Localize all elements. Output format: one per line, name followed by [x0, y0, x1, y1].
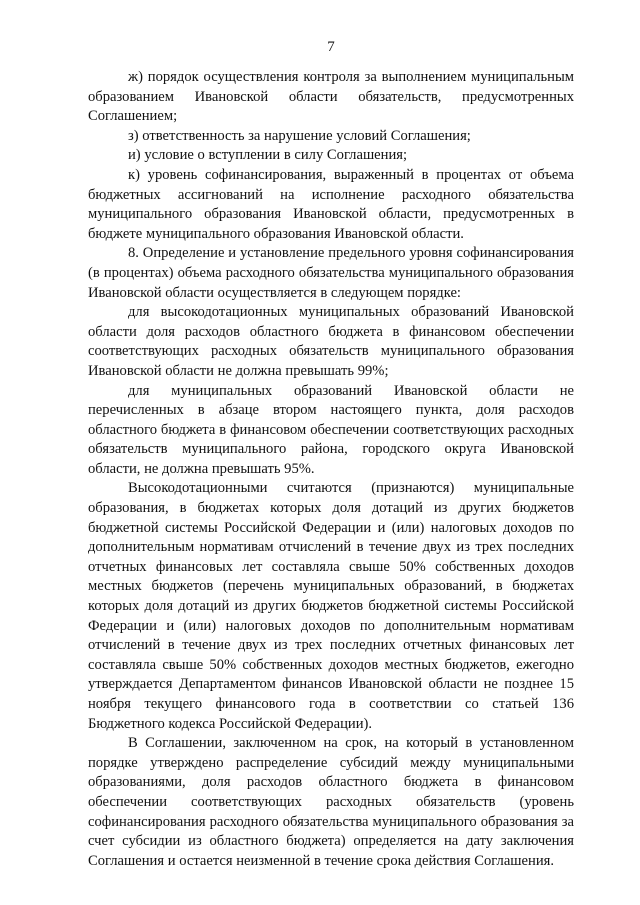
- paragraph-high-subsidy-definition: Высокодотационными считаются (признаются) муниципальные образования, в бюджетах которых доля дотаций из других бюджетов бюджетной системы Российской Федерации и (или) налоговых доходов по дополнительным нормативам отчислений в течение двух из трех последних отчетных финансовых лет составляла свыше 50% собственных доходов местных бюджетов (перечень муниципальных образований, в бюджетах которых доля дотаций из других бюджетов бюджетной системы Российской Федерации и (или) налоговых доходов по дополнительным нормативам отчислений в течение двух из трех последних отчетных финансовых лет составляла свыше 50% собственных доходов местных бюджетов, ежегодно утверждается Департаментом финансов Ивановской области не позднее 15 ноября текущего финансового года в соответствии со статьей 136 Бюджетного кодекса Российской Федерации).: [88, 480, 574, 732]
- paragraph-high-subsidy-limit: для высокодотационных муниципальных образований Ивановской области доля расходов областного бюджета в финансовом обеспечении соответствующих расходных обязательств муниципального образования Ивановской области не должна превышать 99%;: [88, 304, 574, 379]
- paragraph-item-z: з) ответственность за нарушение условий Соглашения;: [128, 127, 471, 144]
- paragraph-other-limit: для муниципальных образований Ивановской области не перечисленных в абзаце втором настоящего пункта, доля расходов областного бюджета в финансовом обеспечении соответствующих расходных обязательств муниципального района, городского округа Ивановской области, не должна превышать 95%.: [88, 382, 574, 477]
- document-body: [88, 68, 574, 871]
- paragraph-item-zh: ж) порядок осуществления контроля за выполнением муниципальным образованием Ивановской области обязательств, предусмотренных Соглашением;: [88, 69, 574, 125]
- paragraph-item-k: к) уровень софинансирования, выраженный в процентах от объема бюджетных ассигнований на исполнение расходного обязательства муниципального образования Ивановской области, предусмотренных в бюджете муниципального образования Ивановской области.: [88, 166, 574, 242]
- page-number: 7: [327, 39, 335, 55]
- paragraph-section-8: 8. Определение и установление предельного уровня софинансирования (в процентах) объема расходного обязательства муниципального образования Ивановской области осуществляется в следующем порядке:: [88, 245, 574, 301]
- paragraph-item-i: и) условие о вступлении в силу Соглашения;: [128, 147, 408, 164]
- paragraph-agreement-share: В Соглашении, заключенном на срок, на который в установленном порядке утверждено распределение субсидий между муниципальными образованиями, доля расходов областного бюджета в финансовом обеспечении соответствующих расходных обязательств (уровень софинансирования расходного обязательства муниципального образования за счет субсидии из областного бюджета) определяется на дату заключения Соглашения и остается неизменной в течение срока действия Соглашения.: [88, 735, 574, 869]
